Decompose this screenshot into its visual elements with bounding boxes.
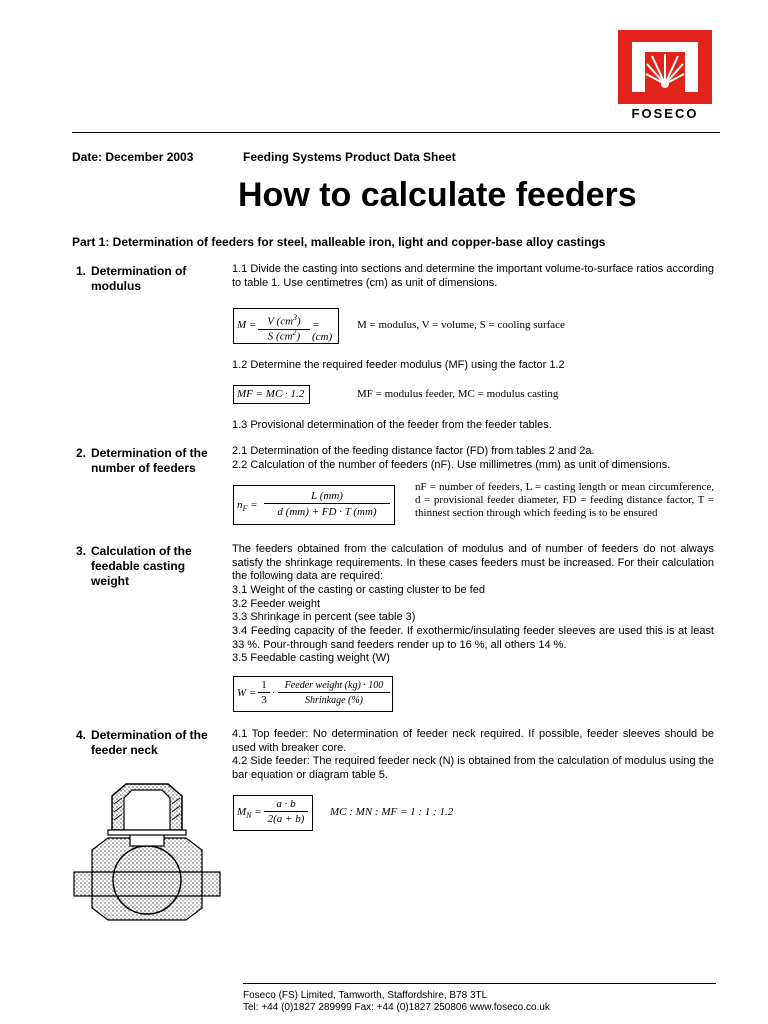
section-2-para-1: 2.1 Determination of the feeding distance factor (FD) from tables 2 and 2a. xyxy=(232,445,595,457)
feeder-cross-section-drawing xyxy=(72,778,222,932)
section-title: Determination of the feeder neck xyxy=(91,728,208,757)
section-1-para-2: 1.2 Determine the required feeder modulus (MF) using the factor 1.2 xyxy=(232,359,565,371)
modulus-formula: M = V $(cm^3)$ S $(cm^2)$ = (cm) xyxy=(233,308,339,344)
modulus-ratio: MC : MN : MF = 1 : 1 : 1.2 xyxy=(330,806,454,818)
section-number: 4. xyxy=(76,728,87,742)
side-feeder-illustration xyxy=(72,778,222,932)
section-title: Determination of the number of feeders xyxy=(91,446,208,475)
footer-address: Foseco (FS) Limited, Tamworth, Staffordshire, B78 3TL xyxy=(243,990,488,1001)
section-3-item: 3.2 Feeder weight xyxy=(232,598,321,610)
section-title: Calculation of the feedable casting weight xyxy=(91,544,192,588)
number-of-feeders-formula: $n_F$ = L (mm) d (mm) + FD · T (mm) xyxy=(233,485,395,525)
neck-modulus-formula: $M_N$ = a · b 2(a + b) xyxy=(233,795,313,831)
formula-denominator: Shrinkage (%) xyxy=(304,695,364,706)
feeder-modulus-legend: MF = modulus feeder, MC = modulus casting xyxy=(357,388,559,400)
header-rule xyxy=(72,132,720,133)
section-3-intro: The feeders obtained from the calculation of modulus and of number of feeders do not always satisfy the shrinkage requirements. In these cases feeders must be increased. For their calculation the following data are required: xyxy=(232,543,714,582)
feeder-modulus-formula: MF = MC · 1.2 xyxy=(233,385,310,404)
footer xyxy=(243,990,550,1014)
footer-rule xyxy=(243,983,716,984)
section-4-para-2: 4.2 Side feeder: The required feeder neck (N) is obtained from the calculation of modulus using the bar equation or diagram table 5. xyxy=(232,755,714,781)
section-number: 2. xyxy=(76,446,87,460)
section-3-heading xyxy=(76,544,226,589)
number-of-feeders-legend: nF = number of feeders, L = casting length or mean circumference, d = provisional feeder diameter, FD = feeding distance factor, T = thinnest section through which feeding is to be ensured xyxy=(415,481,714,519)
page-title: How to calculate feeders xyxy=(238,176,637,214)
section-2-heading xyxy=(76,446,236,476)
part-heading: Part 1: Determination of feeders for steel, malleable iron, light and copper-base alloy castings xyxy=(72,235,606,249)
formula-numerator: Feeder weight (kg) · 100 xyxy=(278,679,390,693)
section-1-heading xyxy=(76,264,226,294)
section-3-item: 3.5 Feedable casting weight (W) xyxy=(232,652,390,664)
brand-name: FOSECO xyxy=(631,106,699,121)
section-number: 3. xyxy=(76,544,87,558)
section-2-para-2: 2.2 Calculation of the number of feeders (nF). Use millimetres (mm) as unit of dimensions. xyxy=(232,459,671,471)
section-4-para-1: 4.1 Top feeder: No determination of feeder neck required. If possible, feeder sleeves should be used with breaker core. xyxy=(232,728,714,754)
section-1-para-1: 1.1 Divide the casting into sections and determine the important volume-to-surface ratios according to table 1. Use centimetres (cm) as unit of dimensions. xyxy=(232,263,714,289)
footer-contact: Tel: +44 (0)1827 289999 Fax: +44 (0)1827 250806 www.foseco.co.uk xyxy=(243,1002,550,1013)
feedable-weight-formula: W = 1 3 · Feeder weight (kg) · 100 Shrinkage (%) xyxy=(233,676,393,712)
modulus-formula-legend: M = modulus, V = volume, S = cooling surface xyxy=(357,319,565,331)
foseco-logo-mark xyxy=(612,26,718,106)
section-1-para-3: 1.3 Provisional determination of the feeder from the feeder tables. xyxy=(232,419,552,431)
section-3-item: 3.4 Feeding capacity of the feeder. If exothermic/insulating feeder sleeves are used this is at least 33 %. Pour-through sand feeders render up to 16 %, all others 14 %. xyxy=(232,625,714,651)
section-3-item: 3.3 Shrinkage in percent (see table 3) xyxy=(232,611,416,623)
sheet-type: Feeding Systems Product Data Sheet xyxy=(243,150,456,164)
date-label: Date: December 2003 xyxy=(72,150,194,164)
section-title: Determination of modulus xyxy=(91,264,187,293)
section-number: 1. xyxy=(76,264,87,278)
section-4-heading xyxy=(76,728,236,758)
section-3-item: 3.1 Weight of the casting or casting cluster to be fed xyxy=(232,584,485,596)
